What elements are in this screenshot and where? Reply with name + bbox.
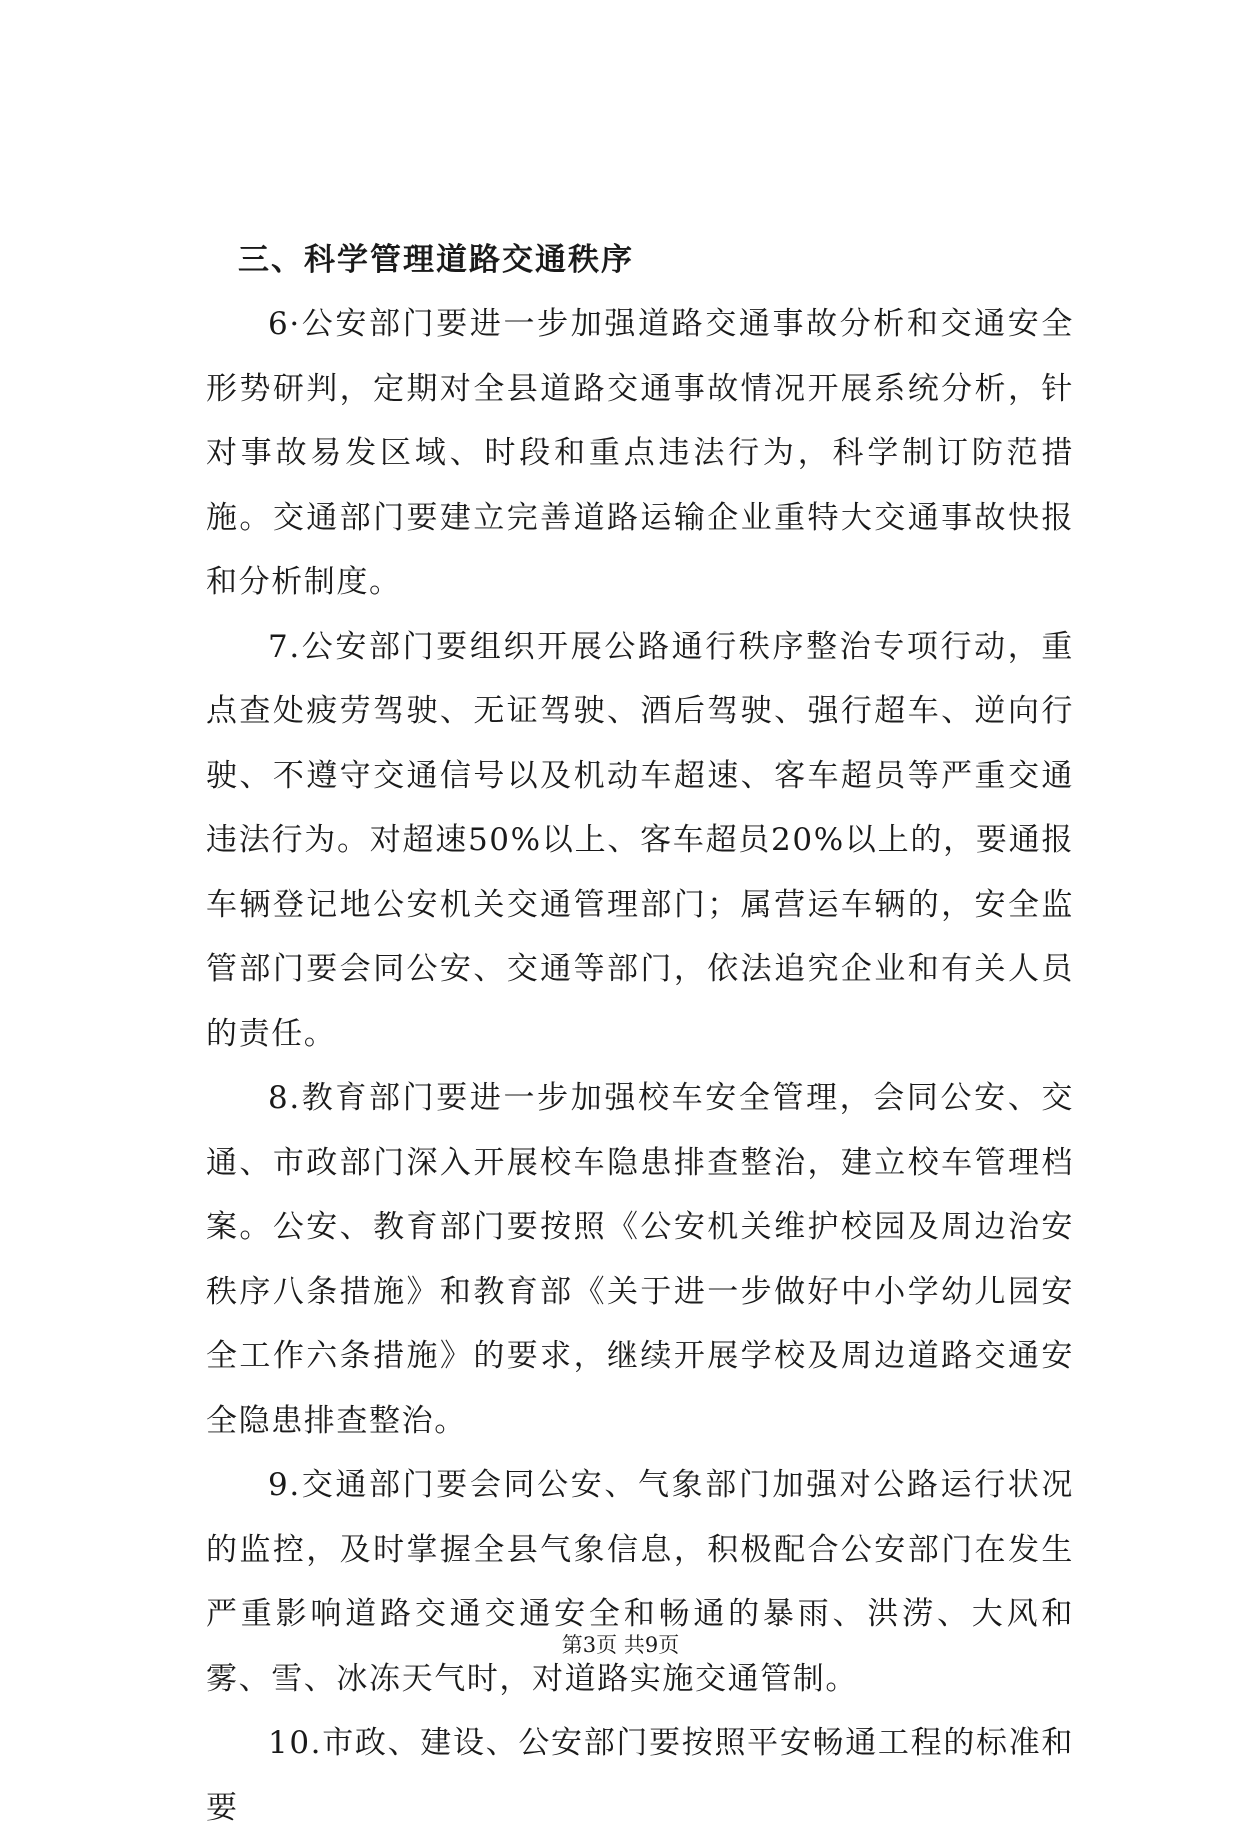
- paragraph-8: 8.教育部门要进一步加强校车安全管理，会同公安、交通、市政部门深入开展校车隐患排查整治，建立校车管理档案。公安、教育部门要按照《公安机关维护校园及周边治安秩序八条措施》和教育部《关于进一步做好中小学幼儿园安全工作六条措施》的要求，继续开展学校及周边道路交通安全隐患排查整治。: [206, 1080, 1074, 1439]
- page-number-footer: 第3页 共9页: [561, 1633, 680, 1657]
- paragraph-9: 9.交通部门要会同公安、气象部门加强对公路运行状况的监控，及时掌握全县气象信息，积极配合公安部门在发生严重影响道路交通交通安全和畅通的暴雨、洪涝、大风和雾、雪、冰冻天气时，对道路实施交通管制。: [206, 1467, 1074, 1697]
- paragraph-10: 10.市政、建设、公安部门要按照平安畅通工程的标准和要: [206, 1725, 1074, 1826]
- paragraph-7: 7.公安部门要组织开展公路通行秩序整治专项行动，重点查处疲劳驾驶、无证驾驶、酒后驾驶、强行超车、逆向行驶、不遵守交通信号以及机动车超速、客车超员等严重交通违法行为。对超速50%以上、客车超员20%以上的，要通报车辆登记地公安机关交通管理部门；属营运车辆的，安全监管部门要会同公安、交通等部门，依法追究企业和有关人员的责任。: [206, 628, 1074, 1052]
- paragraph-6: 6·公安部门要进一步加强道路交通事故分析和交通安全形势研判，定期对全县道路交通事故情况开展系统分析，针对事故易发区域、时段和重点违法行为，科学制订防范措施。交通部门要建立完善道路运输企业重特大交通事故快报和分析制度。: [206, 306, 1074, 600]
- document-body: [206, 228, 1074, 1840]
- section-heading: 三、科学管理道路交通秩序: [238, 242, 634, 278]
